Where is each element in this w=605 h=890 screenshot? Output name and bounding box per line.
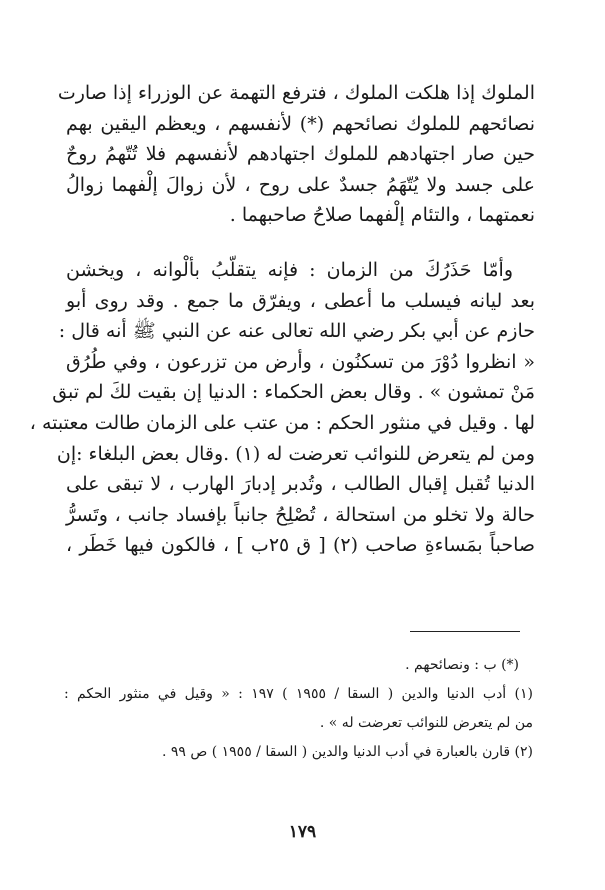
text-line: ومن لم يتعرض للنوائب تعرضت له (١) .وقال بعض البلغاء :إن [56, 442, 535, 465]
text-line: صاحباً بمَساءةِ صاحب (٢) [ ق ٢٥ب ] ، فالكون فيها خَطَر ، [66, 534, 535, 557]
text-line: مَنْ تمشون » . وقال بعض الحكماء : الدنيا إن بقيت لكَ لم تبق [52, 381, 535, 404]
main-text [29, 78, 535, 561]
text-line: الملوك إذا هلكت الملوك ، فترفع التهمة عن الوزراء إذا صارت [57, 82, 535, 104]
footnote-line: (٢) قارن بالعبارة في أدب الدنيا والدين ( السقا / ١٩٥٥ ) ص ٩٩ . [161, 744, 533, 760]
paragraph-1 [57, 78, 535, 231]
text-line: لها . وقيل في منثور الحكم : من عتب على الزمان طالت معتبته ، [29, 411, 535, 434]
text-line: وأمّا حَذَرُكَ من الزمان : فإنه يتقلّبُ بألْوانه ، ويخشن [66, 258, 513, 281]
footnotes [64, 651, 533, 767]
text-line: الدنيا تُقبل إقبال الطالب ، وتُدبر إدبارَ الهارب ، لا تبقى على [66, 473, 535, 496]
text-line: بعد ليانه فيسلب ما أعطى ، ويفرّق ما جمع . وقد روى أبو [66, 289, 535, 312]
text-line: على جسد ولا يُتّهَمُ جسدٌ على روح ، لأن زوالَ إلْفهما زوالُ [66, 173, 535, 196]
text-line: نصائحهم للملوك نصائحهم (*) لأنفسهم ، ويعظم اليقين بهم [66, 112, 535, 135]
text-line: حازم عن أبي بكر رضي الله تعالى عنه عن النبي ﷺ أنه قال : [58, 320, 535, 343]
text-line: « انظروا دُوْرَ من تسكنُون ، وأرض من تزرعون ، وفي طُرُق [66, 350, 535, 373]
text-line: حين صار اجتهادهم للملوك اجتهادهم لأنفسهم فلا تُتّهمُ روحٌ [66, 143, 535, 166]
text-line: حالة ولا تخلو من استحالة ، تُصْلِحُ جانباً بإفساد جانب ، وتَسرُّ [66, 503, 535, 526]
paragraph-2 [29, 255, 535, 561]
footnote-line: (*) ب : ونصائحهم . [405, 657, 519, 673]
footnote-line: من لم يتعرض للنوائب تعرضت له » . [319, 715, 533, 731]
footnote-line: (١) أدب الدنيا والدين ( السقا / ١٩٥٥ ) ١٩٧ : « وقيل في منثور الحكم : [64, 686, 533, 702]
footnote-divider [410, 631, 520, 632]
page-number: ١٧٩ [288, 822, 317, 842]
text-line: نعمتهما ، والتئام إلْفهما صلاحُ صاحبهما . [229, 204, 535, 227]
